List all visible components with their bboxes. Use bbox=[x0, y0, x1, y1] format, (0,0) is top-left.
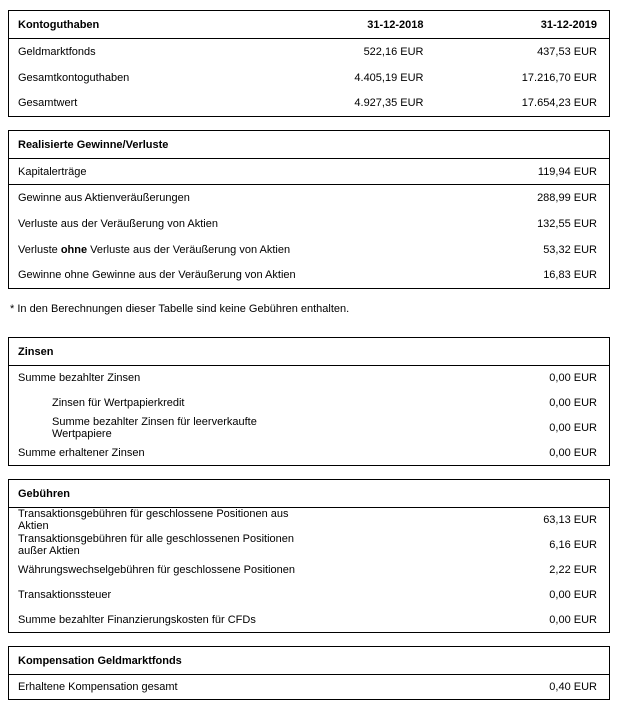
table-row-gewinne-aktien bbox=[9, 185, 610, 211]
row-value-2019: 437,53 EUR bbox=[537, 45, 597, 58]
row-label-suffix: Verluste aus der Veräußerung von Aktien bbox=[87, 243, 291, 256]
table-row-geldmarktfonds bbox=[9, 39, 610, 65]
kontoguthaben-table bbox=[8, 10, 610, 117]
realisierte-header-row bbox=[9, 131, 610, 159]
row-label: Gewinne aus Aktienveräußerungen bbox=[18, 191, 190, 204]
row-value: 119,94 EUR bbox=[309, 159, 610, 185]
row-value: 53,32 EUR bbox=[543, 243, 597, 256]
row-value: 0,00 EUR bbox=[549, 446, 597, 459]
row-label: Summe bezahlter Finanzierungskosten für CFDs bbox=[18, 613, 256, 626]
row-value: 0,00 EUR bbox=[549, 397, 597, 409]
zinsen-title: Zinsen bbox=[9, 338, 610, 366]
table-row-verluste-ohne bbox=[9, 237, 610, 263]
row-label: Geldmarktfonds bbox=[18, 45, 96, 58]
row-label: Gesamtkontoguthaben bbox=[18, 71, 130, 84]
row-value: 132,55 EUR bbox=[537, 217, 597, 230]
row-label: Gewinne ohne Gewinne aus der Veräußerung von Aktien bbox=[18, 269, 296, 282]
table-row-finanzierungskosten-cfds bbox=[9, 608, 610, 633]
table-row-zinsen-wertpapierkredit bbox=[9, 391, 610, 416]
table-row-transaktionssteuer bbox=[9, 583, 610, 608]
table-row-zinsen-leerverkauf bbox=[9, 416, 610, 441]
row-label: Transaktionsgebühren für alle geschlossenen Positionen außer Aktien bbox=[18, 533, 294, 557]
row-value: 6,16 EUR bbox=[549, 539, 597, 551]
row-label-prefix: Verluste bbox=[18, 243, 61, 256]
gebuehren-table bbox=[8, 479, 610, 633]
row-value-2018: 4.405,19 EUR bbox=[354, 71, 424, 84]
row-value-2018: 522,16 EUR bbox=[363, 45, 424, 58]
row-value: 0,40 EUR bbox=[549, 681, 597, 693]
row-label: Transaktionsgebühren für geschlossene Positionen aus Aktien bbox=[18, 508, 289, 533]
table-row-transaktionsgebuehren-andere bbox=[9, 533, 610, 558]
row-label: Summe erhaltener Zinsen bbox=[18, 446, 145, 459]
row-value-2019: 17.654,23 EUR bbox=[521, 97, 597, 110]
row-value: 0,00 EUR bbox=[549, 613, 597, 626]
kompensation-header-row bbox=[9, 647, 610, 675]
row-value-2019: 17.216,70 EUR bbox=[521, 71, 597, 84]
table-row-summe-erhaltener-zinsen bbox=[9, 441, 610, 466]
row-label: Erhaltene Kompensation gesamt bbox=[18, 681, 178, 693]
realisierte-title: Realisierte Gewinne/Verluste bbox=[9, 131, 610, 159]
zinsen-table bbox=[8, 337, 610, 466]
realisierte-gewinne-verluste-table bbox=[8, 130, 610, 289]
kompensation-table bbox=[8, 646, 610, 700]
row-value: 288,99 EUR bbox=[537, 191, 597, 204]
row-value: 63,13 EUR bbox=[543, 514, 597, 527]
row-value: 0,00 EUR bbox=[549, 372, 597, 385]
table-row-gesamtkontoguthaben bbox=[9, 65, 610, 91]
row-label: Summe bezahlter Zinsen für leerverkaufte Wertpapiere bbox=[52, 416, 257, 440]
table-row-gewinne-ohne bbox=[9, 263, 610, 289]
kontoguthaben-title: Kontoguthaben bbox=[9, 11, 254, 39]
table-footnote: * In den Berechnungen dieser Tabelle sind keine Gebühren enthalten. bbox=[10, 303, 350, 315]
gebuehren-title: Gebühren bbox=[9, 480, 610, 508]
table-row-verluste-aktien bbox=[9, 211, 610, 237]
table-row-gesamtwert bbox=[9, 91, 610, 117]
zinsen-header-row bbox=[9, 338, 610, 366]
row-label: Währungswechselgebühren für geschlossene Positionen bbox=[18, 564, 296, 576]
row-value: 0,00 EUR bbox=[549, 589, 597, 601]
table-row-erhaltene-kompensation bbox=[9, 675, 610, 700]
gebuehren-header-row bbox=[9, 480, 610, 508]
row-label: Gesamtwert bbox=[18, 97, 78, 110]
kompensation-title: Kompensation Geldmarktfonds bbox=[9, 647, 610, 675]
row-label: Transaktionssteuer bbox=[18, 589, 112, 601]
table-row-summe-bezahlter-zinsen bbox=[9, 366, 610, 391]
row-value: 16,83 EUR bbox=[543, 269, 597, 282]
table-row-waehrungswechselgebuehren bbox=[9, 558, 610, 583]
row-value: 0,00 EUR bbox=[549, 422, 597, 434]
kontoguthaben-header-row bbox=[9, 11, 610, 39]
row-label bbox=[9, 237, 310, 263]
row-label: Zinsen für Wertpapierkredit bbox=[52, 397, 185, 409]
table-row-kapitalertraege bbox=[9, 159, 610, 185]
column-header-2018: 31-12-2018 bbox=[254, 11, 424, 39]
column-header-2019: 31-12-2019 bbox=[424, 11, 610, 39]
row-label-bold: ohne bbox=[60, 243, 88, 256]
row-value: 2,22 EUR bbox=[549, 564, 597, 576]
table-row-transaktionsgebuehren-aktien bbox=[9, 508, 610, 533]
row-label: Verluste aus der Veräußerung von Aktien bbox=[18, 217, 218, 230]
row-label: Summe bezahlter Zinsen bbox=[18, 372, 141, 385]
row-value-2018: 4.927,35 EUR bbox=[354, 97, 424, 110]
row-label: Kapitalerträge bbox=[9, 159, 310, 185]
